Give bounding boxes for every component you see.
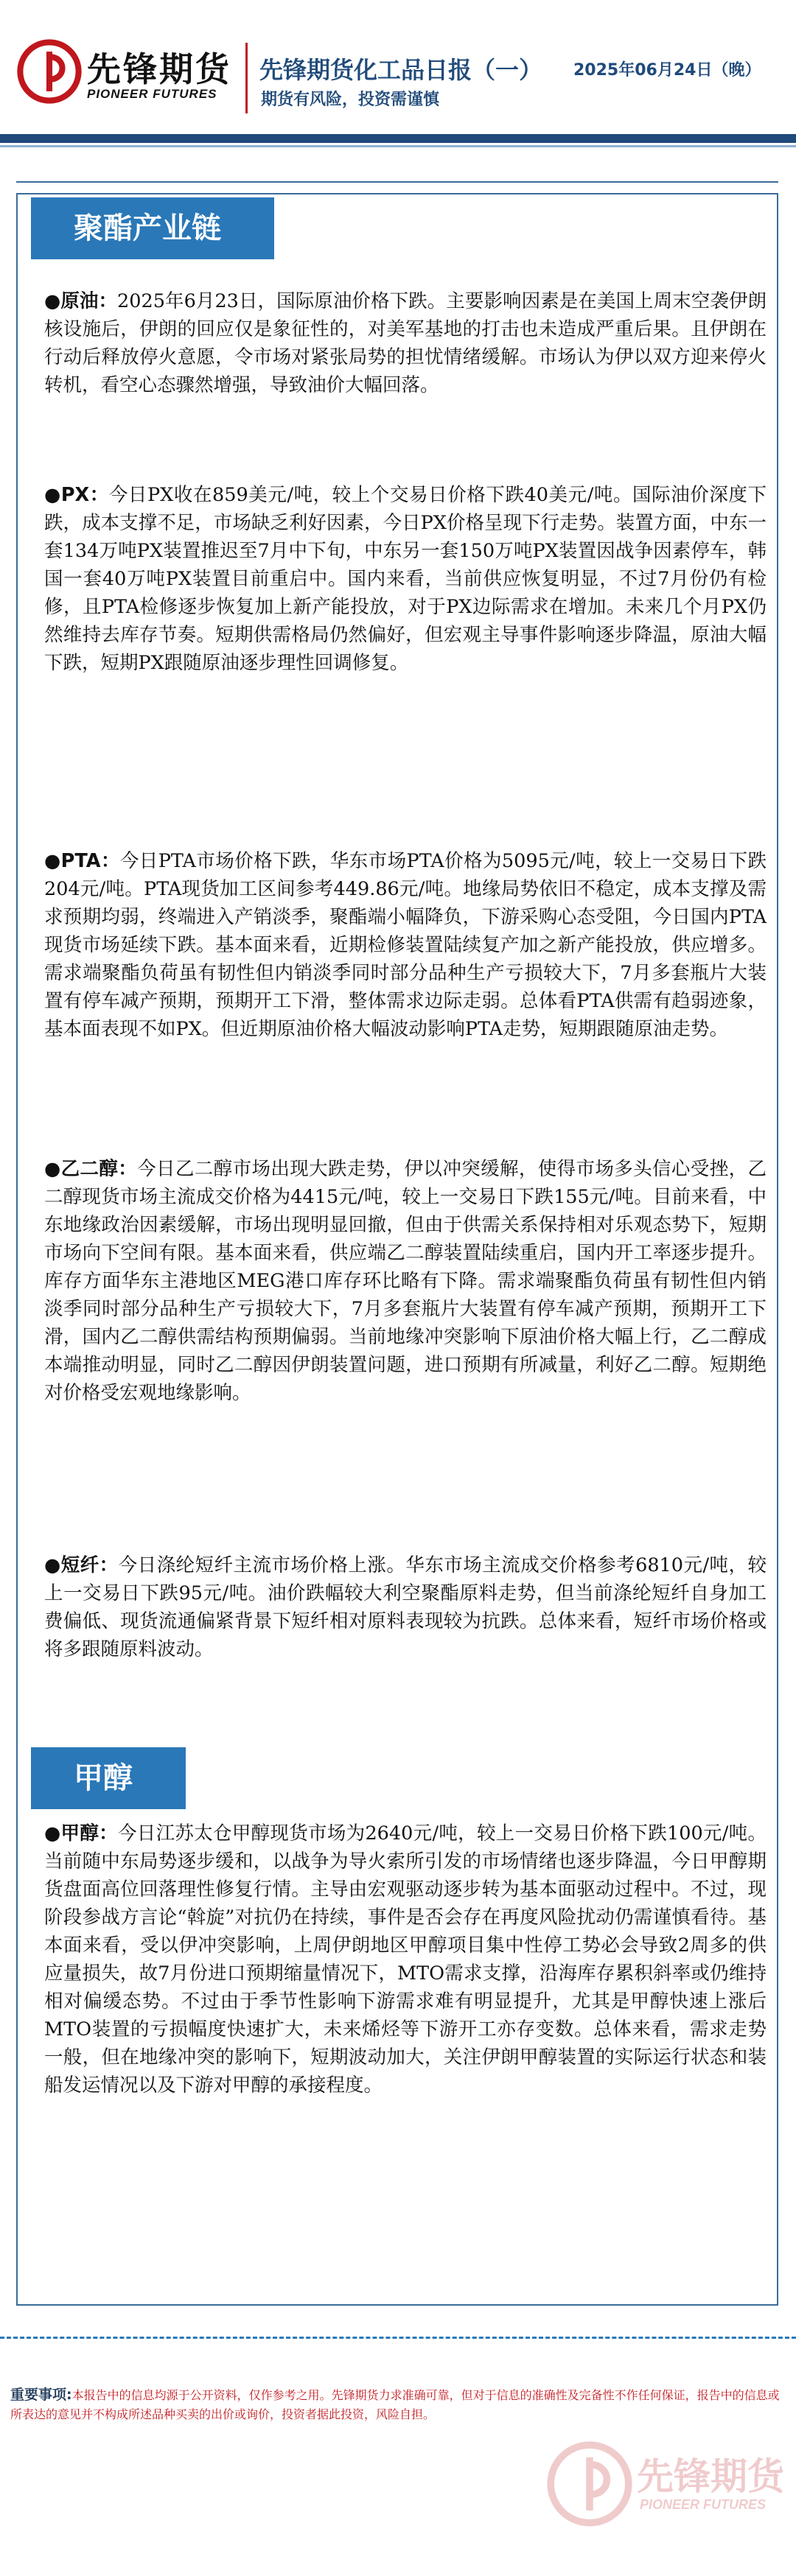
paragraph-text: 今日涤纶短纤主流市场价格上涨。华东市场主流成交价格参考6810元/吨，较上一交易日下跌95元/吨。油价跌幅较大利空聚酯原料走势，但当前涤纶短纤自身加工费偏低、现货流通偏紧背景下短纤相对原料表现较为抗跌。总体来看，短纤市场价格或将多跟随原料波动。 [44, 1554, 767, 1660]
paragraph-text: 今日PX收在859美元/吨，较上个交易日价格下跌40美元/吨。国际油价深度下跌，成本支撑不足，市场缺乏利好因素，今日PX价格呈现下行走势。装置方面，中东一套134万吨PX装置推迟至7月中下旬，中东另一套150万吨PX装置因战争因素停车，韩国一套40万吨PX装置目前重启中。国内来看，当前供应恢复明显，不过7月份仍有检修，且PTA检修逐步恢复加上新产能投放，对于PX边际需求在增加。未来几个月PX仍然维持去库存节奏。短期供需格局仍然偏好，但宏观主导事件影响逐步降温，原油大幅下跌，短期PX跟随原油逐步理性回调修复。 [44, 484, 767, 674]
paragraph-text: 今日江苏太仓甲醇现货市场为2640元/吨，较上一交易日价格下跌100元/吨。当前随中东局势逐步缓和，以战争为导火索所引发的市场情绪也逐步降温，今日甲醇期货盘面高位回落理性修复行情。主导由宏观驱动逐步转为基本面驱动过程中。不过，现阶段参战方言论“斡旋”对抗仍在持续，事件是否会存在再度风险扰动仍需谨慎看待。基本面来看，受以伊冲突影响，上周伊朗地区甲醇项目集中性停工势必会导致2周多的供应量损失，故7月份进口预期缩量情况下，MTO需求支撑，沿海库存累积斜率或仍维持相对偏缓态势。不过由于季节性影响下游需求难有明显提升，尤其是甲醇快速上涨后MTO装置的亏损幅度快速扩大，未来烯烃等下游开工亦存变数。总体来看，需求走势一般，但在地缘冲突的影响下，短期波动加大，关注伊朗甲醇装置的实际运行状态和装船发运情况以及下游对甲醇的承接程度。 [44, 1822, 767, 2096]
header-band [0, 134, 796, 143]
watermark-brand-en: PIONEER FUTURES [640, 2497, 767, 2512]
report-title: 先锋期货化工品日报（一） [259, 56, 543, 84]
brand-name: 先锋期货 [87, 49, 231, 89]
paragraph-text: 今日乙二醇市场出现大跌走势，伊以冲突缓解，使得市场多头信心受挫，乙二醇现货市场主流成交价格为4415元/吨，较上一交易日下跌155元/吨。目前来看，中东地缘政治因素缓解，市场出现明显回撤，但由于供需关系保持相对乐观态势下，短期市场向下空间有限。基本面来看，供应端乙二醇装置陆续重启，国内开工率逐步提升。库存方面华东主港地区MEG港口库存环比略有下降。需求端聚酯负荷虽有韧性但内销淡季同时部分品种生产亏损较大下，7月多套瓶片大装置有停车减产预期，预期开工下滑，国内乙二醇供需结构预期偏弱。当前地缘冲突影响下原油价格大幅上行，乙二醇成本端推动明显，同时乙二醇因伊朗装置问题，进口预期有所减量，利好乙二醇。短期绝对价格受宏观地缘影响。 [44, 1158, 767, 1404]
paragraph-label: ●乙二醇： [44, 1158, 138, 1180]
paragraph-label: ●短纤： [44, 1554, 119, 1576]
header-divider [245, 43, 248, 113]
paragraph-label: ●原油： [44, 290, 118, 312]
risk-slogan: 期货有风险，投资需谨慎 [261, 91, 440, 109]
watermark-brand: 先锋期货 [637, 2455, 784, 2498]
paragraph-methanol [44, 1819, 767, 2099]
paragraph-text: 今日PTA市场价格下跌，华东市场PTA价格为5095元/吨，较上一交易日下跌204元/吨。PTA现货加工区间参考449.86元/吨。地缘局势依旧不稳定，成本支撑及需求预期均弱，终端进入产销淡季，聚酯端小幅降负，下游采购心态受阻，今日国内PTA现货市场延续下跌。基本面来看，近期检修装置陆续复产加之新产能投放，供应增多。需求端聚酯负荷虽有韧性但内销淡季同时部分品种生产亏损较大下，7月多套瓶片大装置有停车减产预期，预期开工下滑，整体需求边际走弱。总体看PTA供需有趋弱迹象，基本面表现不如PX。但近期原油价格大幅波动影响PTA走势，短期跟随原油走势。 [44, 850, 767, 1040]
disclaimer-text: 本报告中的信息均源于公开资料，仅作参考之用。先锋期货力求准确可靠，但对于信息的准确性及完备性不作任何保证，报告中的信息或所表达的意见并不构成所述品种买卖的出价或询价，投资者据此投资，风险自担。 [10, 2388, 780, 2421]
disclaimer [10, 2385, 784, 2424]
paragraph-label: ●甲醇： [44, 1822, 118, 1845]
paragraph-staple-fiber [44, 1551, 767, 1663]
paragraph-px [44, 481, 767, 677]
report-date: 2025年06月24日（晚） [573, 61, 761, 80]
frame-top-rule [16, 181, 778, 183]
footer-dashed-divider [0, 2337, 796, 2339]
paragraph-pta [44, 847, 767, 1043]
paragraph-label: ●PX： [44, 484, 109, 506]
watermark-logo-icon [545, 2440, 634, 2528]
header-band-thin [0, 145, 796, 147]
paragraph-crude-oil [44, 287, 767, 399]
section-title-polyester: 聚酯产业链 [31, 197, 274, 259]
report-header [0, 0, 796, 140]
section-title-methanol: 甲醇 [31, 1747, 186, 1809]
paragraph-text: 2025年6月23日，国际原油价格下跌。主要影响因素是在美国上周末空袭伊朗核设施后，伊朗的回应仅是象征性的，对美军基地的打击也未造成严重后果。且伊朗在行动后释放停火意愿，令市场对紧张局势的担忧情绪缓解。市场认为伊以双方迎来停火转机，看空心态骤然增强，导致油价大幅回落。 [44, 290, 767, 396]
disclaimer-label: 重要事项: [10, 2387, 72, 2403]
paragraph-meg [44, 1155, 767, 1407]
pioneer-logo-icon [16, 38, 83, 105]
paragraph-label: ●PTA： [44, 850, 120, 872]
brand-name-en: PIONEER FUTURES [87, 87, 217, 101]
